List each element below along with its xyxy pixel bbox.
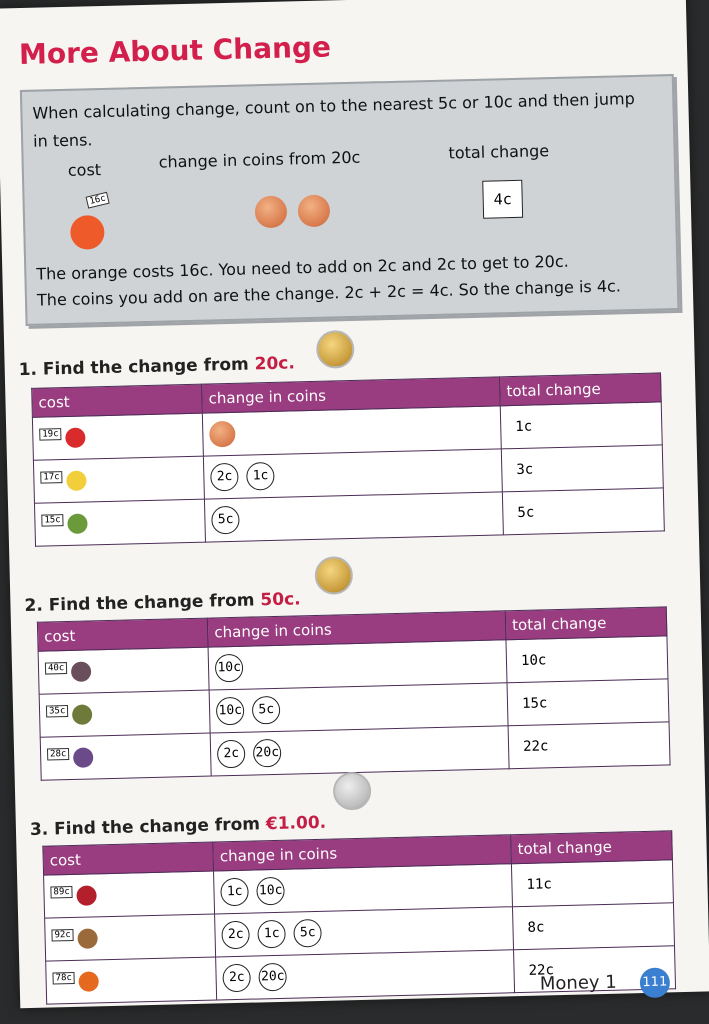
question-amount: 20c. xyxy=(254,353,296,375)
intro-panel xyxy=(20,74,680,326)
price-tag: 89c xyxy=(50,886,73,899)
apple-icon xyxy=(65,428,85,448)
cost-cell xyxy=(34,499,205,546)
grapes-icon xyxy=(73,747,93,767)
question-2-table xyxy=(37,606,671,780)
fig-icon xyxy=(71,661,91,681)
copper-coin-icon xyxy=(209,421,236,448)
coins-cell xyxy=(205,492,504,542)
price-tag: 28c xyxy=(47,748,70,761)
page-number: 111 xyxy=(640,967,671,998)
coin-drawing: 2c xyxy=(221,921,250,950)
cost-cell xyxy=(44,871,215,918)
coin-drawing: 1c xyxy=(257,920,286,949)
total-change-cell: 22c xyxy=(508,722,670,769)
intro-change-label: change in coins from 20c xyxy=(158,147,361,172)
question-2-title xyxy=(24,589,301,616)
cost-cell xyxy=(33,456,204,503)
coin-drawing: 5c xyxy=(252,696,281,725)
price-tag: 35c xyxy=(46,705,69,718)
coin-50c-icon xyxy=(314,556,353,595)
explanation-line: The coins you add on are the change. 2c + 2c = 4c. So the change is 4c. xyxy=(36,276,622,310)
header-coins: change in coins xyxy=(213,835,511,871)
header-cost: cost xyxy=(43,842,214,875)
intro-total-label: total change xyxy=(448,141,550,163)
coin-drawing: 20c xyxy=(258,963,287,992)
coin-drawing: 20c xyxy=(253,739,282,768)
coins-cell xyxy=(214,864,513,914)
coin-drawing: 10c xyxy=(256,877,285,906)
header-total: total change xyxy=(511,831,673,864)
copper-coins xyxy=(255,194,337,228)
question-number: 1. xyxy=(18,359,38,381)
total-change-cell: 1c xyxy=(500,402,662,449)
cost-cell xyxy=(38,647,209,694)
header-coins: change in coins xyxy=(208,611,506,647)
coins-cell xyxy=(209,683,508,733)
coins-cell xyxy=(210,726,509,776)
coin-drawing: 1c xyxy=(220,878,249,907)
question-3-title xyxy=(30,813,327,840)
intro-tip: When calculating change, count on to the nearest 5c or 10c and then jump in tens. xyxy=(32,88,635,151)
coin-drawing: 5c xyxy=(211,506,240,535)
total-change-cell: 5c xyxy=(502,488,664,535)
header-total: total change xyxy=(500,373,662,406)
coin-drawing: 2c xyxy=(210,463,239,492)
question-number: 2. xyxy=(24,595,44,617)
copper-coin-icon xyxy=(255,196,288,229)
total-change-cell: 15c xyxy=(507,679,669,726)
coin-drawing: 10c xyxy=(215,654,244,683)
price-tag: 92c xyxy=(51,929,74,942)
question-number: 3. xyxy=(29,819,49,840)
intro-explanation xyxy=(36,246,677,314)
coins-cell xyxy=(208,640,507,690)
total-change-cell: 3c xyxy=(501,445,663,492)
cost-cell xyxy=(40,733,211,780)
kiwi-icon xyxy=(72,704,92,724)
coin-drawing: 2c xyxy=(217,740,246,769)
price-tag: 40c xyxy=(45,662,68,675)
coins-cell xyxy=(216,950,515,1000)
header-coins: change in coins xyxy=(202,377,500,413)
cost-cell xyxy=(46,957,217,1004)
total-change-cell: 8c xyxy=(513,903,675,950)
pear-icon xyxy=(68,513,88,533)
cost-cell xyxy=(32,413,203,460)
total-change-cell: 11c xyxy=(511,860,673,907)
orange-icon xyxy=(70,215,105,250)
potatoes-icon xyxy=(78,928,98,948)
carrots-icon xyxy=(79,971,99,991)
question-prompt: Find the change from xyxy=(48,590,255,616)
question-amount: 50c. xyxy=(260,589,301,611)
coin-20c-icon xyxy=(316,330,355,369)
header-total: total change xyxy=(505,607,667,640)
coin-1-euro-icon xyxy=(333,772,372,811)
coins-cell xyxy=(215,907,514,957)
coin-drawing: 10c xyxy=(216,697,245,726)
total-change-cell: 10c xyxy=(506,636,668,683)
explanation-line: The orange costs 16c. You need to add on 2c and 2c to get to 20c. xyxy=(36,251,569,284)
cost-cell xyxy=(45,914,216,961)
question-prompt: Find the change from xyxy=(53,814,261,840)
coin-drawing: 1c xyxy=(246,462,275,491)
coin-drawing: 2c xyxy=(222,964,251,993)
footer-section: Money 1 xyxy=(539,971,617,995)
coins-cell xyxy=(204,449,503,499)
price-tag: 16c xyxy=(86,192,110,209)
copper-coin-icon xyxy=(298,194,331,227)
cherries-icon xyxy=(77,885,97,905)
price-tag: 19c xyxy=(39,428,62,441)
price-tag: 78c xyxy=(52,972,75,985)
page-title: More About Change xyxy=(18,30,332,72)
header-cost: cost xyxy=(32,384,203,417)
question-amount: €1.00. xyxy=(265,812,327,835)
total-change-cell: 22c xyxy=(514,946,676,993)
coins-cell xyxy=(203,406,502,456)
intro-cost-label: cost xyxy=(67,160,102,180)
coin-drawing: 5c xyxy=(293,919,322,948)
banana-icon xyxy=(66,471,86,491)
question-1-title xyxy=(18,353,295,380)
total-change-box: 4c xyxy=(482,180,523,219)
price-tag: 17c xyxy=(40,471,63,484)
cost-cell xyxy=(39,690,210,737)
question-1-table xyxy=(31,372,665,546)
question-prompt: Find the change from xyxy=(42,354,249,380)
price-tag: 15c xyxy=(41,514,64,527)
header-cost: cost xyxy=(37,618,208,651)
